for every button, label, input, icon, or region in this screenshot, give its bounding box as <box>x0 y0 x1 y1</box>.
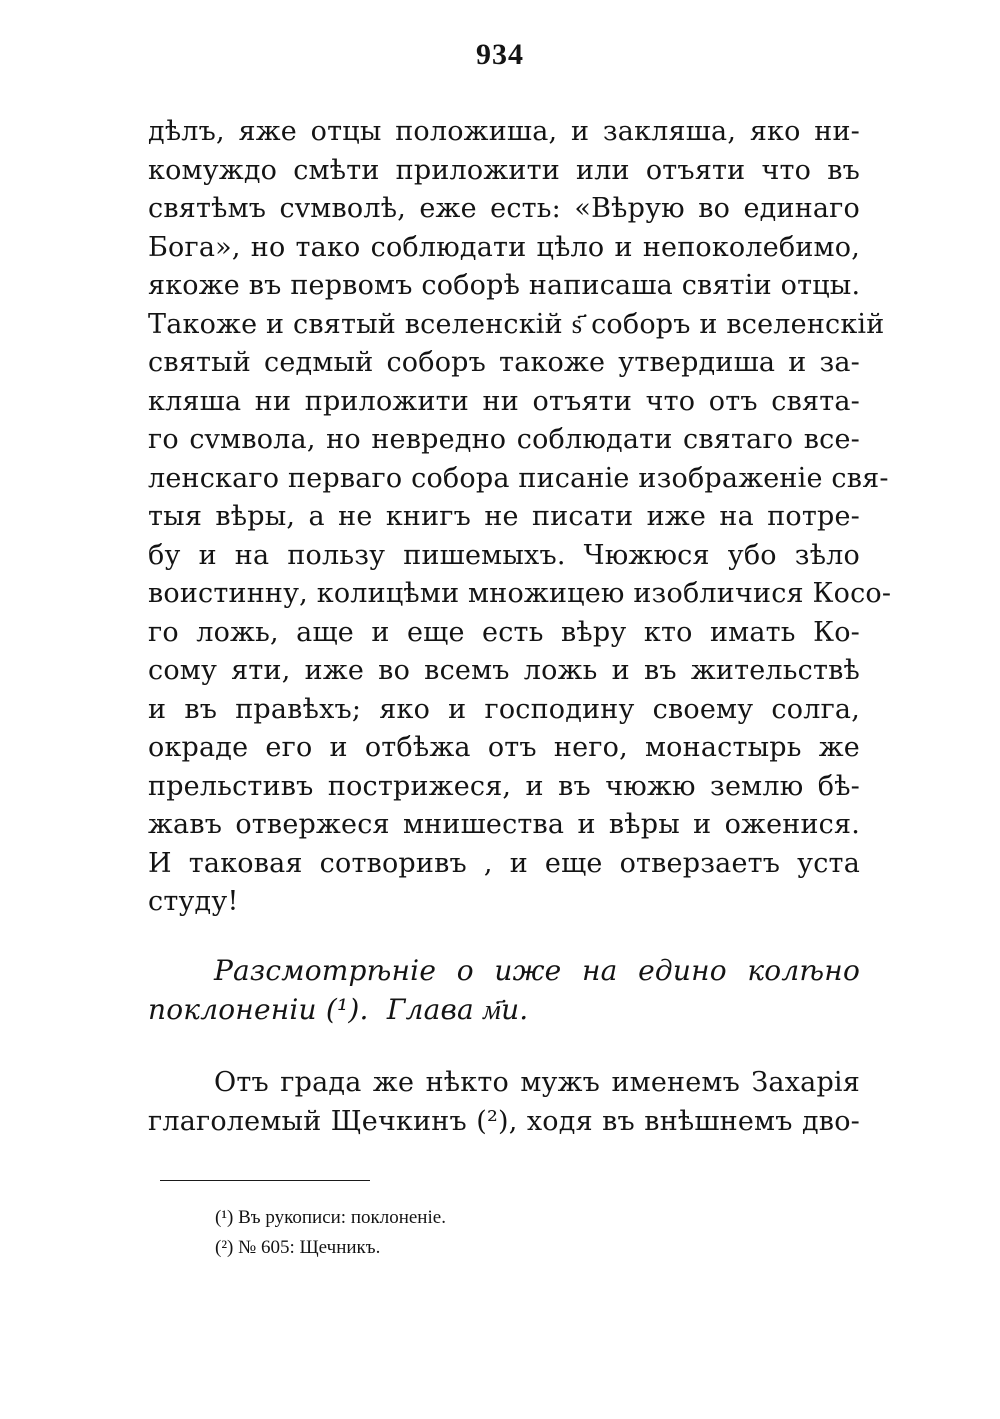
body-line: святѣмъ сvмволѣ, еже есть: «Вѣрую во единаго <box>148 193 860 224</box>
paragraph-text: ходя въ внѣшнемъ дво- <box>526 1105 860 1137</box>
chapter-heading-line: Разсмотрѣнiе о иже на едино колѣно <box>214 954 860 987</box>
body-line: воистинну, колицѣми множицею изобличися Косо- <box>148 578 892 609</box>
body-line: ленскаго перваго собора писанiе изображенiе свя- <box>148 462 889 494</box>
body-line: Такоже и святый вселенскiй ѕ҃ соборъ и вселенскiй <box>148 308 885 340</box>
chapter-number: Глава м҃и. <box>386 992 529 1026</box>
body-line: тыя вѣры, а не книгъ не писати иже на потре- <box>148 501 860 532</box>
paragraph-text: глаголемый Щечкинъ <box>148 1105 467 1137</box>
footnote-ref: (¹). <box>325 992 369 1026</box>
footnotes <box>215 1203 815 1263</box>
body-line: Бога», но тако соблюдати цѣло и непоколебимо, <box>148 231 860 263</box>
body-line: дѣлъ, яже отцы положиша, и закляша, яко ни- <box>148 116 860 147</box>
paragraph-line <box>148 1103 860 1142</box>
footnote-2: (²) № 605: Щечникъ. <box>215 1237 381 1258</box>
footnote-ref: (²), <box>476 1105 518 1137</box>
body-line: го ложь, аще и еще есть вѣру кто имать Ко- <box>148 616 860 648</box>
body-line: святый седмый соборъ такоже утвердиша и за- <box>148 347 860 378</box>
paragraph <box>148 1064 860 1141</box>
body-line: кляша ни приложити ни отъяти что отъ свята- <box>148 385 860 417</box>
body-line: и въ правѣхъ; яко и господину своему солга, <box>148 693 860 725</box>
body-line: сому яти, иже во всемъ ложь и въ жительствѣ <box>148 655 860 686</box>
page-number: 934 <box>476 38 524 71</box>
body-line: И таковая сотворивъ , и еще отверзаетъ уста <box>148 847 860 879</box>
chapter-heading-line <box>148 991 860 1030</box>
body-line: комуждо смѣти приложити или отъяти что въ <box>148 154 860 186</box>
paragraph-line: Отъ града же нѣкто мужъ именемъ Захарiя <box>214 1067 860 1098</box>
footnote-1: (¹) Въ рукописи: поклоненiе. <box>215 1207 446 1228</box>
body-line: якоже въ первомъ соборѣ написаша святiи отцы. <box>148 270 861 301</box>
body-line: окраде его и отбѣжа отъ него, монастырь же <box>148 732 860 763</box>
body-line: студу! <box>148 886 239 917</box>
body-line: прельстивъ пострижеся, и въ чюжю землю бѣ- <box>148 770 860 802</box>
body-line: бу и на пользу пишемыхъ. Чюжюся убо зѣло <box>148 539 860 571</box>
main-body-text <box>148 113 892 922</box>
body-line: жавъ отвержеся мнишества и вѣры и оженися. <box>148 809 860 840</box>
chapter-heading <box>148 952 860 1029</box>
body-line: го сvмвола, но невредно соблюдати святаго все- <box>148 424 860 455</box>
chapter-heading-word: поклоненiи <box>148 992 317 1026</box>
footnote-divider <box>160 1180 370 1181</box>
